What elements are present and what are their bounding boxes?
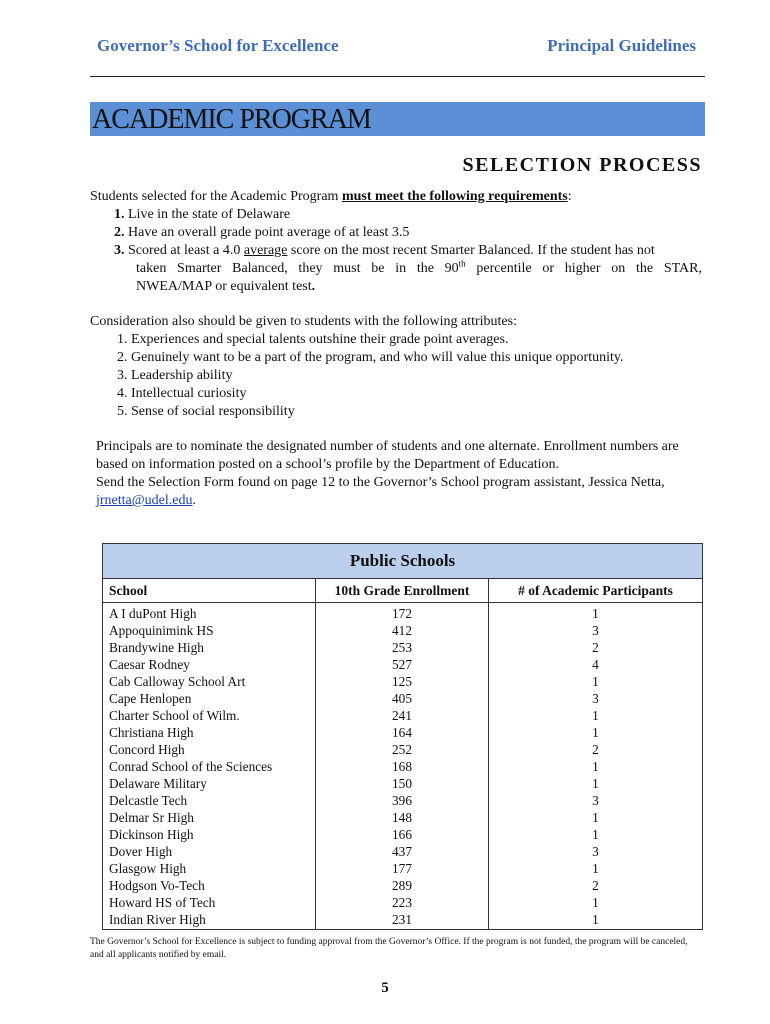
cell-school: Delcastle Tech — [103, 793, 316, 810]
cell-enrollment: 231 — [316, 912, 489, 930]
table-title: Public Schools — [103, 544, 703, 579]
cell-enrollment: 177 — [316, 861, 489, 878]
section-title: SELECTION PROCESS — [462, 154, 702, 176]
cell-enrollment: 252 — [316, 741, 489, 758]
cell-school: Charter School of Wilm. — [103, 707, 316, 724]
table-row — [103, 724, 703, 741]
cell-school: Concord High — [103, 741, 316, 758]
nomination-line: based on information posted on a school’s profile by the Department of Education. — [96, 457, 560, 472]
table-row — [103, 895, 703, 912]
cell-school: Brandywine High — [103, 639, 316, 656]
table-row — [103, 673, 703, 690]
page-number: 5 — [381, 980, 389, 996]
cell-participants: 3 — [489, 844, 703, 861]
cell-school: Caesar Rodney — [103, 656, 316, 673]
cell-participants: 3 — [489, 793, 703, 810]
cell-school: Conrad School of the Sciences — [103, 758, 316, 775]
cell-school: Howard HS of Tech — [103, 895, 316, 912]
cell-participants: 1 — [489, 827, 703, 844]
attribute-item: 2. Genuinely want to be a part of the program, and who will value this unique opportunity. — [117, 350, 624, 365]
cell-enrollment: 172 — [316, 603, 489, 623]
table-row — [103, 810, 703, 827]
nomination-email-line: jrnetta@udel.edu. — [96, 493, 196, 508]
footnote: The Governor’s School for Excellence is subject to funding approval from the Governor’s Office. If the program is not funded, the program will be canceled, and all applicants notified by email. — [90, 937, 688, 960]
cell-participants: 3 — [489, 690, 703, 707]
table-row — [103, 690, 703, 707]
cell-enrollment: 241 — [316, 707, 489, 724]
table-row — [103, 639, 703, 656]
table-row — [103, 741, 703, 758]
table-row — [103, 603, 703, 623]
cell-participants: 4 — [489, 656, 703, 673]
cell-participants: 1 — [489, 912, 703, 930]
cell-school: Indian River High — [103, 912, 316, 930]
cell-enrollment: 412 — [316, 622, 489, 639]
cell-enrollment: 253 — [316, 639, 489, 656]
cell-school: Dover High — [103, 844, 316, 861]
cell-enrollment: 168 — [316, 758, 489, 775]
cell-participants: 1 — [489, 673, 703, 690]
table-row — [103, 827, 703, 844]
column-header-school: School — [103, 579, 316, 603]
nomination-line: Send the Selection Form found on page 12 to the Governor’s School program assistant, Jessica Netta, — [96, 475, 665, 490]
attribute-item: 4. Intellectual curiosity — [117, 386, 247, 401]
cell-participants: 1 — [489, 724, 703, 741]
cell-school: A I duPont High — [103, 603, 316, 623]
nomination-line: Principals are to nominate the designated number of students and one alternate. Enrollment numbers are — [96, 439, 679, 454]
cell-enrollment: 164 — [316, 724, 489, 741]
cell-enrollment: 396 — [316, 793, 489, 810]
cell-participants: 2 — [489, 741, 703, 758]
table-row — [103, 707, 703, 724]
cell-participants: 1 — [489, 603, 703, 623]
cell-enrollment: 405 — [316, 690, 489, 707]
column-header-participants: # of Academic Participants — [489, 579, 703, 603]
cell-school: Appoquinimink HS — [103, 622, 316, 639]
cell-school: Cape Henlopen — [103, 690, 316, 707]
cell-enrollment: 166 — [316, 827, 489, 844]
table-row — [103, 793, 703, 810]
cell-enrollment: 148 — [316, 810, 489, 827]
cell-school: Dickinson High — [103, 827, 316, 844]
consideration-lead: Consideration also should be given to students with the following attributes: — [90, 314, 517, 329]
cell-participants: 1 — [489, 895, 703, 912]
table-row — [103, 775, 703, 792]
table-row — [103, 844, 703, 861]
email-link[interactable]: jrnetta@udel.edu — [96, 493, 193, 508]
requirement-2: 2. Have an overall grade point average of at least 3.5 — [114, 225, 410, 240]
cell-participants: 1 — [489, 861, 703, 878]
cell-school: Delmar Sr High — [103, 810, 316, 827]
header-left-title: Governor’s School for Excellence — [97, 36, 339, 55]
attribute-item: 1. Experiences and special talents outshine their grade point averages. — [117, 332, 509, 347]
attribute-item: 5. Sense of social responsibility — [117, 404, 295, 419]
cell-participants: 3 — [489, 622, 703, 639]
header-rule — [90, 76, 705, 77]
table-row — [103, 861, 703, 878]
table-body — [103, 603, 703, 930]
column-header-enrollment: 10th Grade Enrollment — [316, 579, 489, 603]
table-row — [103, 622, 703, 639]
cell-school: Cab Calloway School Art — [103, 673, 316, 690]
table-row — [103, 878, 703, 895]
cell-enrollment: 125 — [316, 673, 489, 690]
attribute-item: 3. Leadership ability — [117, 368, 233, 383]
cell-participants: 1 — [489, 810, 703, 827]
cell-school: Christiana High — [103, 724, 316, 741]
table-row — [103, 912, 703, 930]
public-schools-table — [102, 543, 703, 930]
cell-participants: 2 — [489, 639, 703, 656]
cell-participants: 2 — [489, 878, 703, 895]
cell-participants: 1 — [489, 775, 703, 792]
cell-participants: 1 — [489, 758, 703, 775]
intro-text: Students selected for the Academic Program must meet the following requirements: — [90, 189, 572, 204]
cell-enrollment: 527 — [316, 656, 489, 673]
cell-enrollment: 150 — [316, 775, 489, 792]
cell-school: Glasgow High — [103, 861, 316, 878]
cell-enrollment: 437 — [316, 844, 489, 861]
cell-participants: 1 — [489, 707, 703, 724]
cell-school: Delaware Military — [103, 775, 316, 792]
header-right-title: Principal Guidelines — [547, 36, 696, 55]
table-row — [103, 656, 703, 673]
cell-enrollment: 223 — [316, 895, 489, 912]
cell-enrollment: 289 — [316, 878, 489, 895]
table-row — [103, 758, 703, 775]
requirement-1: 1. Live in the state of Delaware — [114, 207, 291, 222]
section-banner: ACADEMIC PROGRAM — [90, 102, 705, 136]
cell-school: Hodgson Vo-Tech — [103, 878, 316, 895]
requirement-3: 3. Scored at least a 4.0 average score on the most recent Smarter Balanced. If the student has not taken Smarter Balanced, they must be in the 90th percentile or higher on the STAR, NWEA/MAP or equivalent test. — [114, 243, 702, 294]
